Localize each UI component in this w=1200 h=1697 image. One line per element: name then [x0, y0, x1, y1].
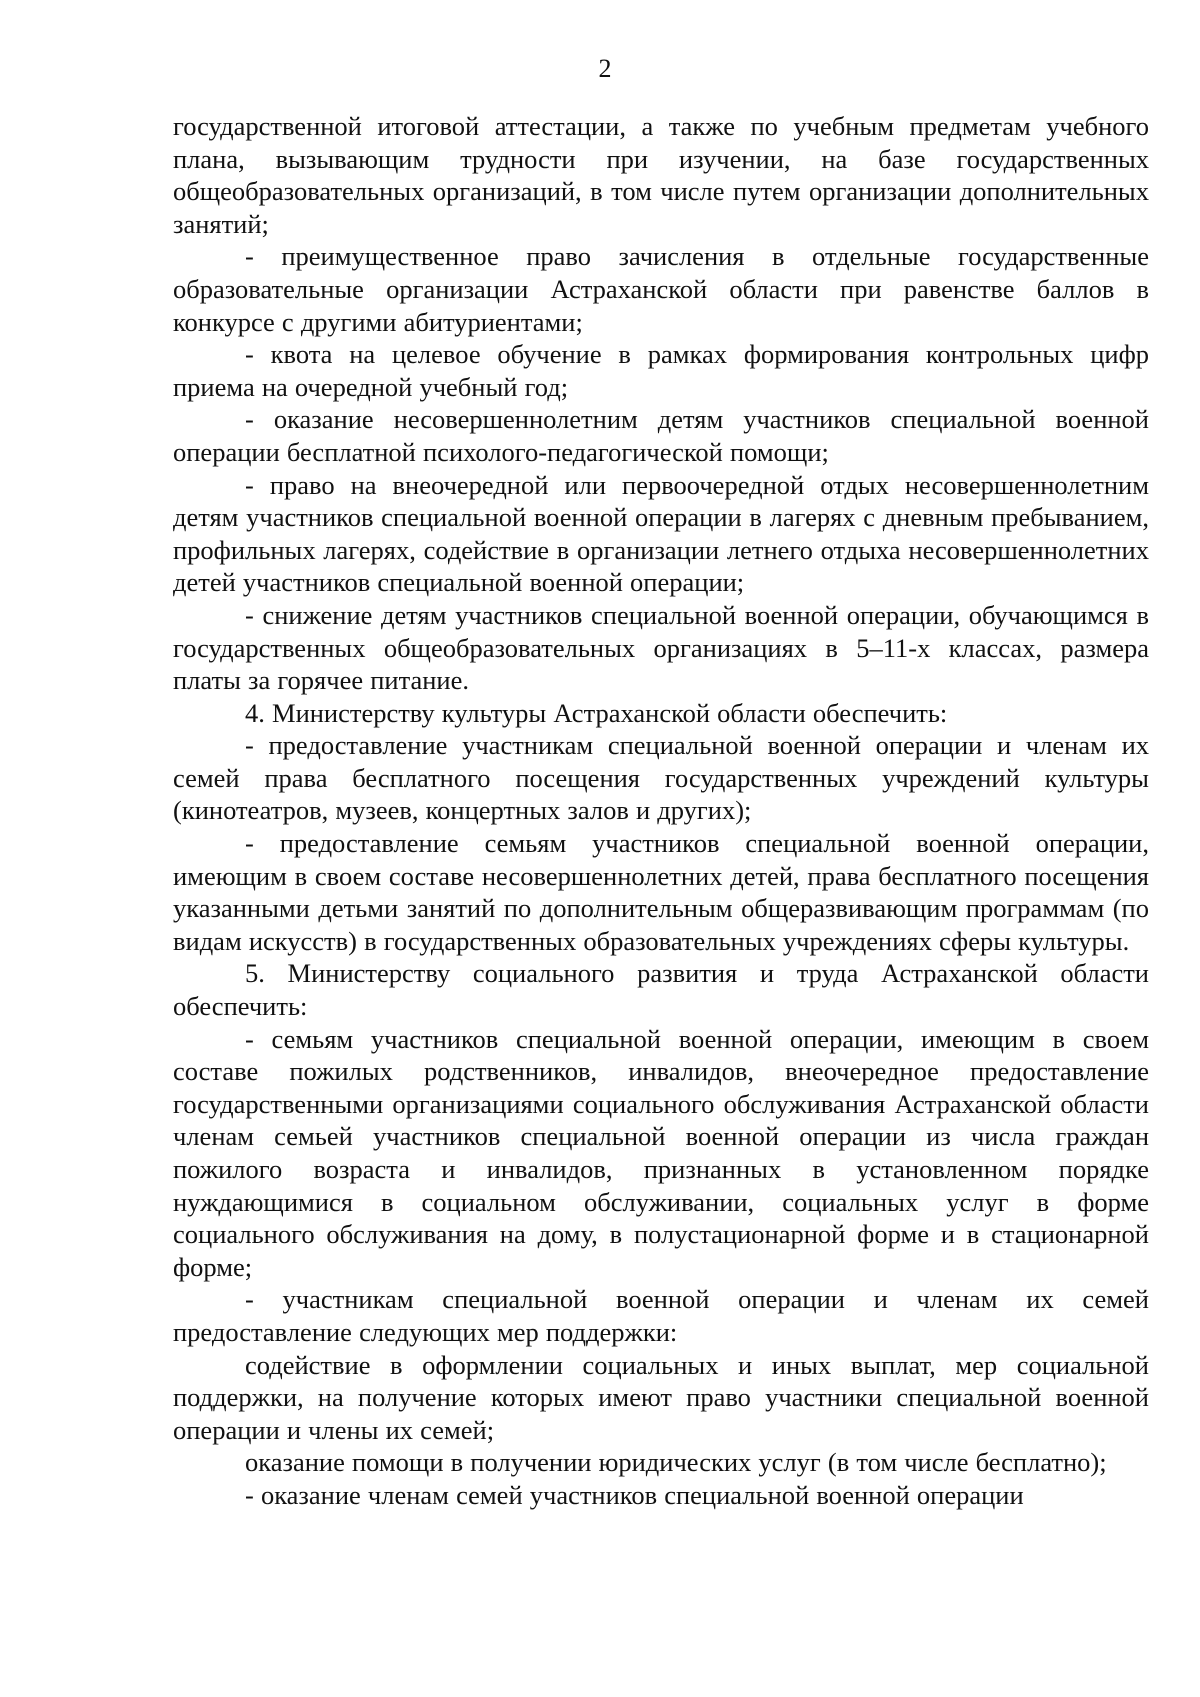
paragraph-target-quota: - квота на целевое обучение в рамках формирования контрольных цифр приема на очередной учебный год; — [173, 339, 1149, 402]
paragraph-free-arts-classes: - предоставление семьям участников специальной военной операции, имеющим в своем составе несовершеннолетних детей, права бесплатного посещения указанными детьми занятий по дополнительным общеразвивающим программам (по видам искусств) в государственных образовательных учреждениях сферы культуры. — [173, 828, 1149, 956]
paragraph-meal-discount: - снижение детям участников специальной военной операции, обучающимся в государственных общеобразовательных организациях в 5–11-х классах, размера платы за горячее питание. — [173, 599, 1149, 696]
paragraph-psychological-help: - оказание несовершеннолетним детям участников специальной военной операции бесплатной психолого-педагогической помощи; — [173, 404, 1149, 467]
document-body — [173, 110, 1149, 1512]
paragraph-culture-ministry: 4. Министерству культуры Астраханской области обеспечить: — [245, 697, 948, 728]
paragraph-family-help: - оказание членам семей участников специальной военной операции — [245, 1479, 1024, 1510]
paragraph-legal-help: оказание помощи в получении юридических услуг (в том числе бесплатно); — [245, 1447, 1107, 1478]
paragraph-social-services: - семьям участников специальной военной операции, имеющим в своем составе пожилых родственников, инвалидов, внеочередное предоставление государственными организациями социального обслуживания Астраханской области членам семьей участников специальной военной операции из числа граждан пожилого возраста и инвалидов, признанных в установленном порядке нуждающимися в социальном обслуживании, социальных услуг в форме социального обслуживания на дому, в полустационарной форме и в стационарной форме; — [173, 1023, 1149, 1282]
paragraph-support-measures: - участникам специальной военной операции и членам их семей предоставление следующих мер поддержки: — [173, 1284, 1149, 1347]
paragraph-payments-assistance: содействие в оформлении социальных и иных выплат, мер социальной поддержки, на получение которых имеют право участники специальной военной операции и члены их семей; — [173, 1349, 1149, 1445]
paragraph-admission-priority: - преимущественное право зачисления в отдельные государственные образовательные организации Астраханской области при равенстве баллов в конкурсе с другими абитуриентами; — [173, 241, 1149, 337]
paragraph-social-ministry: 5. Министерству социального развития и труда Астраханской области обеспечить: — [173, 958, 1149, 1022]
paragraph-summer-rest: - право на внеочередной или первоочередной отдых несовершеннолетним детям участников специальной военной операции в лагерях с дневным пребыванием, профильных лагерях, содействие в организации летнего отдыха несовершеннолетних детей участников специальной военной операции; — [173, 469, 1149, 598]
paragraph-free-culture-visits: - предоставление участникам специальной военной операции и членам их семей права бесплатного посещения государственных учреждений культуры (кинотеатров, музеев, концертных залов и других); — [173, 730, 1149, 826]
page-number: 2 — [598, 54, 612, 83]
paragraph-continuation: государственной итоговой аттестации, а также по учебным предметам учебного плана, вызывающим трудности при изучении, на базе государственных общеобразовательных организаций, в том числе путем организации дополнительных занятий; — [173, 111, 1149, 239]
